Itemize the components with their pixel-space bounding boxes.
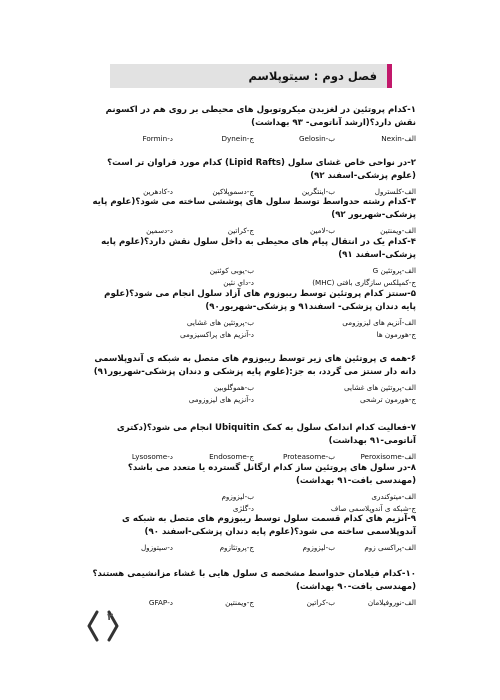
option-d: د-سیتوزول: [140, 543, 173, 552]
option-a: الف-Nexin: [381, 134, 416, 143]
question-stem: ۱۰-کدام فیلامان حدواسط مشخصه ی سلول هایی با غشاء مزانشیمی هستند؟(مهندسی بافت-۹۰ بهداشت): [92, 569, 416, 592]
options-grid: [92, 383, 416, 404]
option-d: د-آنزیم های پراکسیزومی: [180, 330, 254, 339]
options-row: [92, 226, 416, 236]
options-grid: [92, 266, 416, 287]
options-grid: [92, 492, 416, 513]
question-stem: ۵-سنتز کدام پروتئین توسط ریبوزوم های آزاد سلول انجام می شود؟(علوم پایه دندان پزشکی- اسفند۹۱ و پزشکی-شهریور۹۰): [104, 289, 416, 312]
option-c: ج-هورمون ها: [376, 330, 416, 339]
question-9: [92, 513, 416, 553]
option-c: ج-ویمنتین: [225, 598, 254, 607]
option-d: د-گلژی: [232, 504, 254, 513]
option-d: د-کادهرین: [143, 187, 173, 196]
option-a: الف-نوروفیلامان: [367, 598, 416, 607]
option-d: د-Lysosome: [131, 452, 173, 461]
option-d: د-آنزیم های لیزوزومی: [188, 395, 254, 404]
option-b: ب-Proteasome: [283, 452, 335, 461]
option-b: ب-لیزوزوم: [302, 543, 335, 552]
option-c: ج-کراتین: [227, 226, 254, 235]
question-2: [92, 157, 416, 197]
option-a: الف-پروتئین G: [372, 266, 416, 275]
page-number: ۲: [106, 612, 114, 623]
option-b: ب-پروتئین های غشایی: [186, 318, 254, 327]
question-7: [92, 422, 416, 462]
question-stem: ۱-کدام پروتئین در لغزیدن میکروتوبول های محیطی بر روی هم در اکسونم نقش دارد؟(ارشد آناتومی- ۹۳ بهداشت): [105, 105, 416, 128]
options-row: [92, 134, 416, 144]
option-a: الف-آنزیم های لیزوزومی: [342, 318, 416, 327]
options-grid: [92, 318, 416, 339]
option-b: ب-هموگلوبین: [213, 383, 254, 392]
question-stem: ۳-کدام رشته حدواسط توسط سلول های پوششی ساخته می شود؟(علوم پایه پزشکی-شهریور ۹۲): [92, 197, 416, 220]
option-c: ج-دسموپلاکین: [212, 187, 254, 196]
option-c: ج-Dynein: [221, 134, 254, 143]
options-row: [92, 598, 416, 608]
option-d: د-Formin: [142, 134, 173, 143]
option-d: د-دسمین: [146, 226, 173, 235]
option-c: ج-هورمون ترشحی: [360, 395, 416, 404]
option-b: ب-اینتگرین: [301, 187, 335, 196]
option-c: ج-پروتئازوم: [219, 543, 254, 552]
question-10: [92, 568, 416, 608]
option-a: الف-Peroxisome: [360, 452, 416, 461]
option-b: ب-لیزوزوم: [221, 492, 254, 501]
question-stem: ۲-در نواحی خاص غشای سلول (Lipid Rafts) کدام مورد فراوان تر است؟(علوم پزشکی-اسفند ۹۲): [107, 158, 416, 181]
option-c: ج-شبکه ی آندوپلاسمی صاف: [330, 504, 416, 513]
option-a: الف-پروتئین های غشایی: [344, 383, 416, 392]
option-a: الف-پراکسی زوم: [364, 543, 416, 552]
option-d: د-GFAP: [148, 598, 173, 607]
page-number-bracket-icon: [83, 606, 123, 646]
question-5: [92, 288, 416, 339]
option-b: ب-لامین: [310, 226, 335, 235]
question-1: [92, 104, 416, 144]
question-stem: ۴-کدام یک در انتقال پیام های محیطی به داخل سلول نقش دارد؟(علوم پایه پزشکی-اسفند ۹۱): [101, 237, 416, 260]
question-stem: ۷-فعالیت کدام اندامک سلول به کمک Ubiquitin انجام می شود؟(دکتری آناتومی-۹۱ بهداشت): [116, 423, 416, 446]
question-stem: ۸-در سلول های پروتئین ساز کدام ارگانل گسترده یا متعدد می باشد؟(مهندسی بافت-۹۱ بهداشت): [127, 463, 416, 486]
option-b: ب-کراتین: [306, 598, 335, 607]
option-a: الف-میتوکندری: [371, 492, 416, 501]
question-6: [92, 353, 416, 404]
chapter-header: [110, 64, 392, 88]
option-b: ب-یوبی کوئتین: [209, 266, 254, 275]
option-b: ب-Gelosin: [298, 134, 335, 143]
option-a: الف-ویمنتین: [380, 226, 416, 235]
question-3: [92, 196, 416, 236]
options-row: [92, 543, 416, 553]
question-stem: ۶-همه ی پروتئین های زیر توسط ریبوزوم های متصل به شبکه ی آندوپلاسمی دانه دار سنتز می گردد، به جز:(علوم پایه پزشکی و دندان پزشکی-شهریور۹۱): [93, 354, 416, 377]
question-4: [92, 236, 416, 287]
option-d: د-داي نئین: [223, 278, 254, 287]
chapter-title: فصل دوم : سیتوپلاسم: [248, 69, 377, 83]
option-c: ج-Endosome: [209, 452, 254, 461]
option-a: الف-کلسترول: [374, 187, 416, 196]
question-stem: ۹-آنزیم های کدام قسمت سلول توسط ریبوزوم های متصل به شبکه ی آندوپلاسمی ساخته می شود؟(علوم پایه دندان پزشکی-اسفند ۹۰): [122, 514, 416, 537]
question-8: [92, 462, 416, 513]
option-c: ج-کمپلکس سازگاری بافتی (MHC): [312, 278, 416, 287]
options-row: [92, 452, 416, 462]
